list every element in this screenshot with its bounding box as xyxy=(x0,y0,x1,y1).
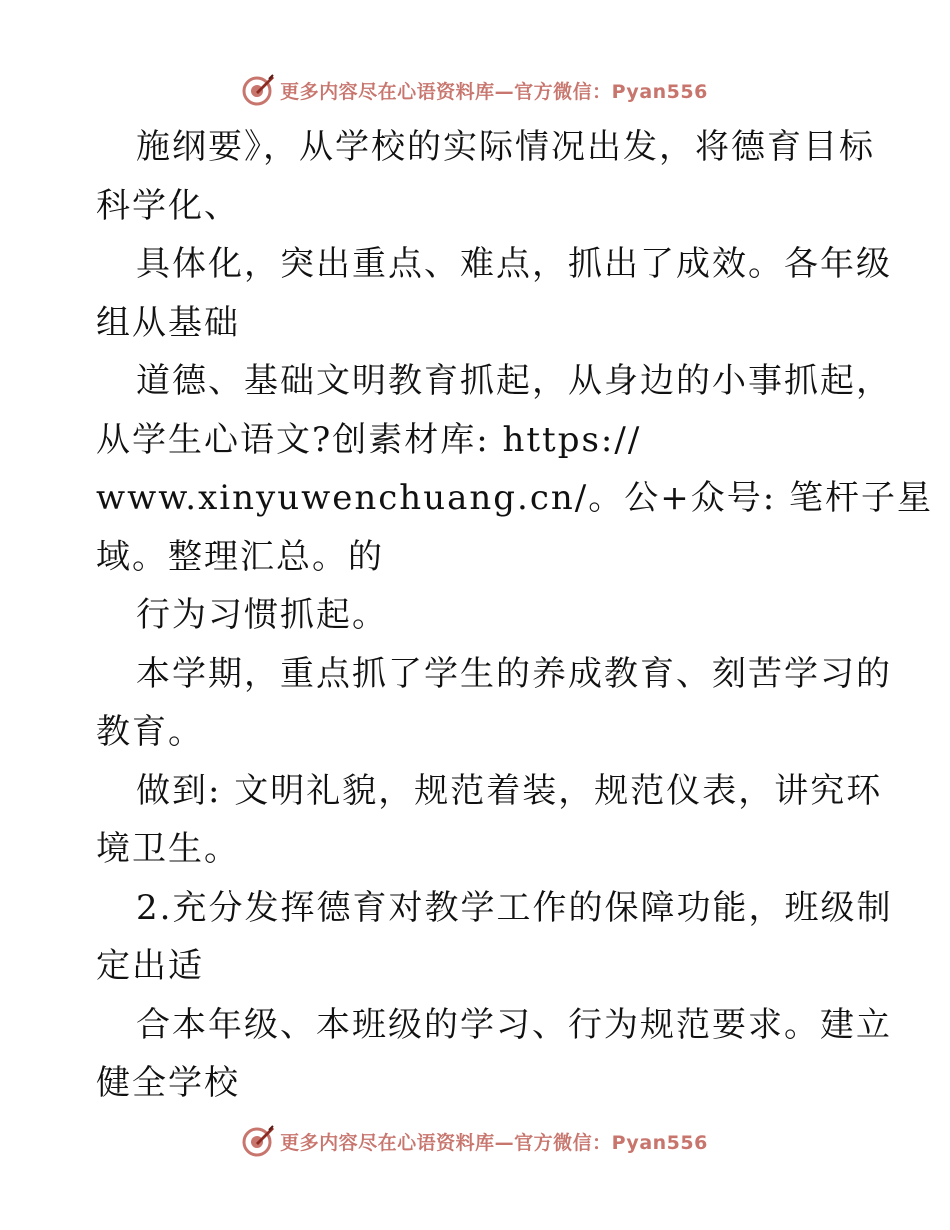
document-body xyxy=(96,118,933,1113)
header-banner-text: 更多内容尽在心语资料库—官方微信：Pyan556 xyxy=(280,80,708,103)
pen-logo-icon xyxy=(242,1124,276,1158)
body-line: 具体化，突出重点、难点，抓出了成效。各年级 xyxy=(136,244,892,284)
header-banner-inner xyxy=(242,73,708,107)
body-line: 行为习惯抓起。 xyxy=(136,595,388,635)
pen-logo-icon xyxy=(242,73,276,107)
body-line-url: www.xinyuwenchuang.cn/。公+众号: 笔杆子星 xyxy=(96,478,933,518)
footer-banner-inner xyxy=(242,1124,708,1158)
body-line: 境卫生。 xyxy=(96,829,240,869)
body-line: 教育。 xyxy=(96,712,204,752)
body-line: 定出适 xyxy=(96,946,204,986)
body-line: 本学期，重点抓了学生的养成教育、刻苦学习的 xyxy=(136,653,892,694)
footer-banner xyxy=(0,1121,950,1161)
body-line: 2.充分发挥德育对教学工作的保障功能，班级制 xyxy=(136,887,893,928)
body-line: 域。整理汇总。的 xyxy=(96,536,384,577)
header-banner xyxy=(0,70,950,110)
body-line: 科学化、 xyxy=(96,185,240,226)
body-line: 合本年级、本班级的学习、行为规范要求。建立 xyxy=(136,1004,892,1045)
footer-banner-text: 更多内容尽在心语资料库—官方微信：Pyan556 xyxy=(280,1131,708,1154)
body-line: 做到: 文明礼貌，规范着装，规范仪表，讲究环 xyxy=(136,770,883,811)
body-line: 道德、基础文明教育抓起，从身边的小事抓起， xyxy=(136,361,892,401)
body-line: 从学生心语文?创素材库: https:// xyxy=(96,419,642,460)
body-line: 组从基础 xyxy=(96,302,240,343)
body-line: 健全学校 xyxy=(96,1063,240,1103)
body-line: 施纲要》，从学校的实际情况出发，将德育目标 xyxy=(136,127,875,167)
